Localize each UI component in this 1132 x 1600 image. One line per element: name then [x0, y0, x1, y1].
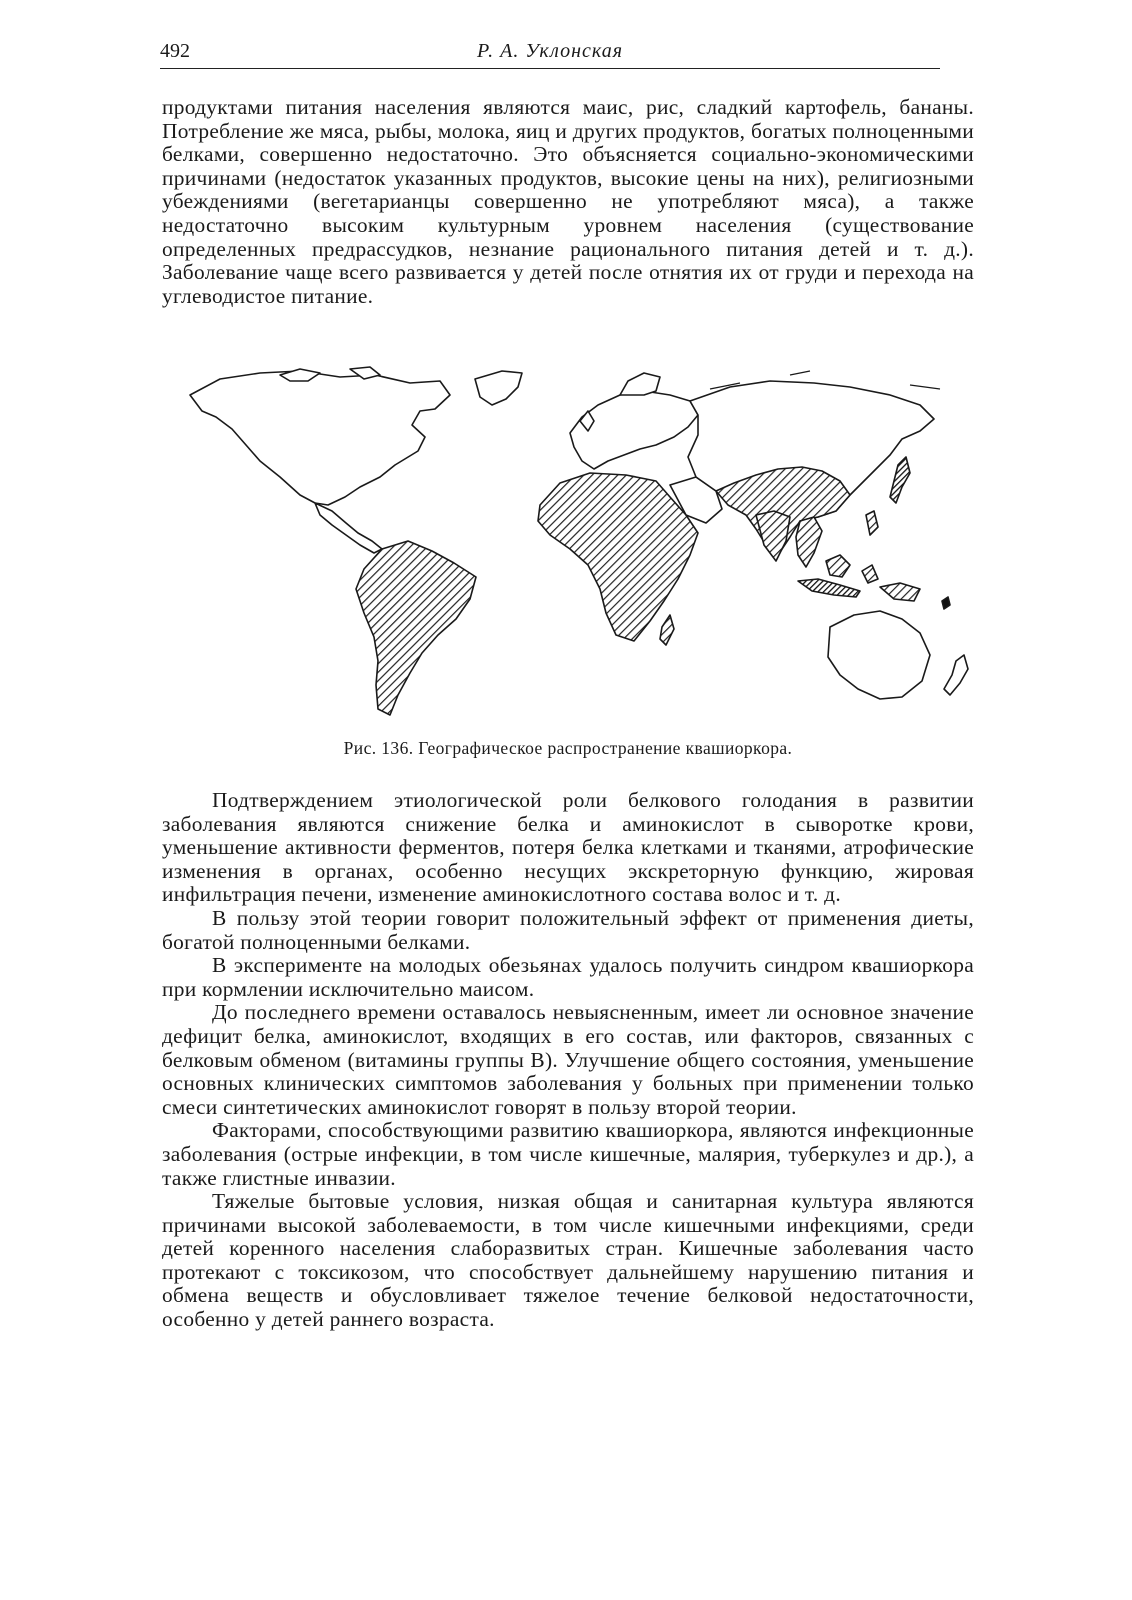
paragraph: Факторами, способствующими развитию квашиоркора, являются инфекционные заболевания (острые инфекции, в том числе кишечные, малярия, туберкулез и др.), а также глистные инвазии.	[162, 1118, 974, 1190]
running-head: Р. А. Уклонская	[476, 40, 624, 62]
paragraph: В пользу этой теории говорит положительный эффект от применения диеты, богатой полноценными белками.	[162, 905, 974, 954]
paragraph: Тяжелые бытовые условия, низкая общая и санитарная культура являются причинами высокой заболеваемости, в том числе кишечными инфекциями, среди детей коренного населения слаборазвитых стран. Кишечные заболевания часто протекают с токсикозом, что способствует дальнейшему нарушению питания и обмена веществ и обусловливает тяжелое течение белковой недостаточности, особенно у детей раннего возраста.	[162, 1189, 974, 1332]
paragraph: В эксперименте на молодых обезьянах удалось получить синдром квашиоркора при кормлении исключительно маисом.	[162, 953, 974, 1001]
bottom-text-block	[162, 789, 974, 1332]
world-map-figure	[150, 365, 986, 727]
page-header	[160, 36, 940, 69]
page-number: 492	[160, 40, 190, 62]
world-map-illustration	[150, 365, 986, 727]
paragraph: продуктами питания населения являются маис, рис, сладкий картофель, бананы. Потребление же мяса, рыбы, молока, яиц и других продуктов, богатых полноценными белками, совершенно недостаточно. Это объясняется социально-экономическими причинами (недостаток указанных продуктов, высокие цены на них), религиозными убеждениями (вегетарианцы совершенно не употребляют мяса), а также недостаточно высоким культурным уровнем населения (существование определенных предрассудков, незнание рационального питания детей и т. д.). Заболевание чаще всего развивается у детей после отнятия их от груди и перехода на углеводистое питание.	[162, 95, 974, 308]
paragraph: До последнего времени оставалось невыясненным, имеет ли основное значение дефицит белка, аминокислот, входящих в его состав, или факторов, связанных с белковым обменом (витамины группы В). Улучшение общего состояния, уменьшение основных клинических симптомов заболевания у больных при применении только смеси синтетических аминокислот говорят в пользу второй теории.	[162, 1000, 974, 1119]
paragraph: Подтверждением этиологической роли белкового голодания в развитии заболевания являются снижение белка и аминокислот в сыворотке крови, уменьшение активности ферментов, потеря белка клетками и тканями, атрофические изменения в органах, особенно несущих экскреторную функцию, жировая инфильтрация печени, изменение аминокислотного состава волос и т. д.	[162, 788, 974, 907]
top-text-block	[162, 96, 974, 308]
figure-caption: Рис. 136. Географическое распространение квашиоркора.	[343, 738, 793, 758]
